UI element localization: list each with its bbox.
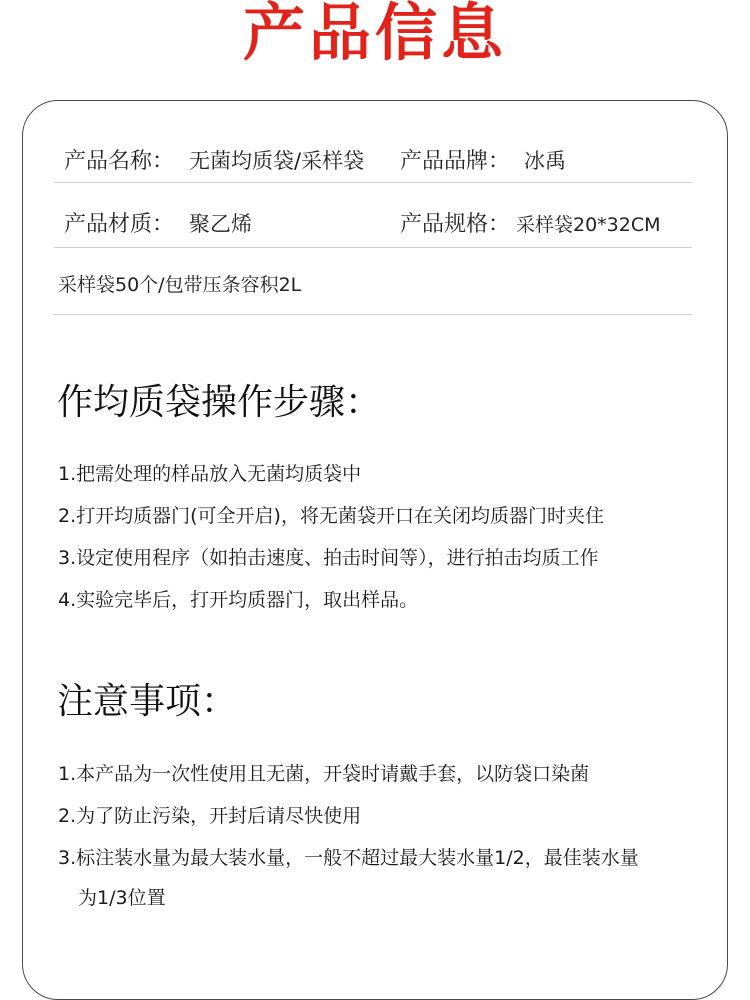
product-material-value: 聚乙烯 (189, 212, 252, 236)
package-note: 采样袋50个/包带压条容积2L (58, 274, 302, 296)
list-item: 3.标注装水量为最大装水量，一般不超过最大装水量1/2，最佳装水量 (58, 847, 639, 869)
product-name-value: 无菌均质袋/采样袋 (189, 149, 365, 173)
product-spec-value: 采样袋20*32CM (516, 214, 661, 236)
list-item: 2.为了防止污染，开封后请尽快使用 (58, 805, 362, 827)
info-row-package (54, 262, 692, 315)
list-item: 4.实验完毕后，打开均质器门，取出样品。 (58, 589, 419, 611)
product-material-label: 产品材质： (64, 212, 175, 237)
product-name-label: 产品名称： (64, 149, 175, 174)
product-brand-label: 产品品牌： (400, 149, 511, 174)
list-item: 3.设定使用程序（如拍击速度、拍击时间等），进行拍击均质工作 (58, 547, 599, 569)
list-item: 2.打开均质器门(可全开启)，将无菌袋开口在关闭均质器门时夹住 (58, 505, 604, 527)
list-item: 为1/3位置 (78, 887, 166, 909)
notes-heading: 注意事项： (57, 681, 238, 722)
info-row-material-spec (54, 196, 692, 248)
product-brand-value: 冰禹 (524, 149, 566, 173)
page-title: 产品信息 (242, 0, 507, 69)
list-item: 1.把需处理的样品放入无菌均质袋中 (58, 463, 362, 485)
info-row-name-brand (54, 132, 692, 183)
list-item: 1.本产品为一次性使用且无菌，开袋时请戴手套，以防袋口染菌 (58, 763, 590, 785)
operation-heading: 作均质袋操作步骤： (57, 382, 382, 423)
product-spec-label: 产品规格： (400, 212, 511, 237)
